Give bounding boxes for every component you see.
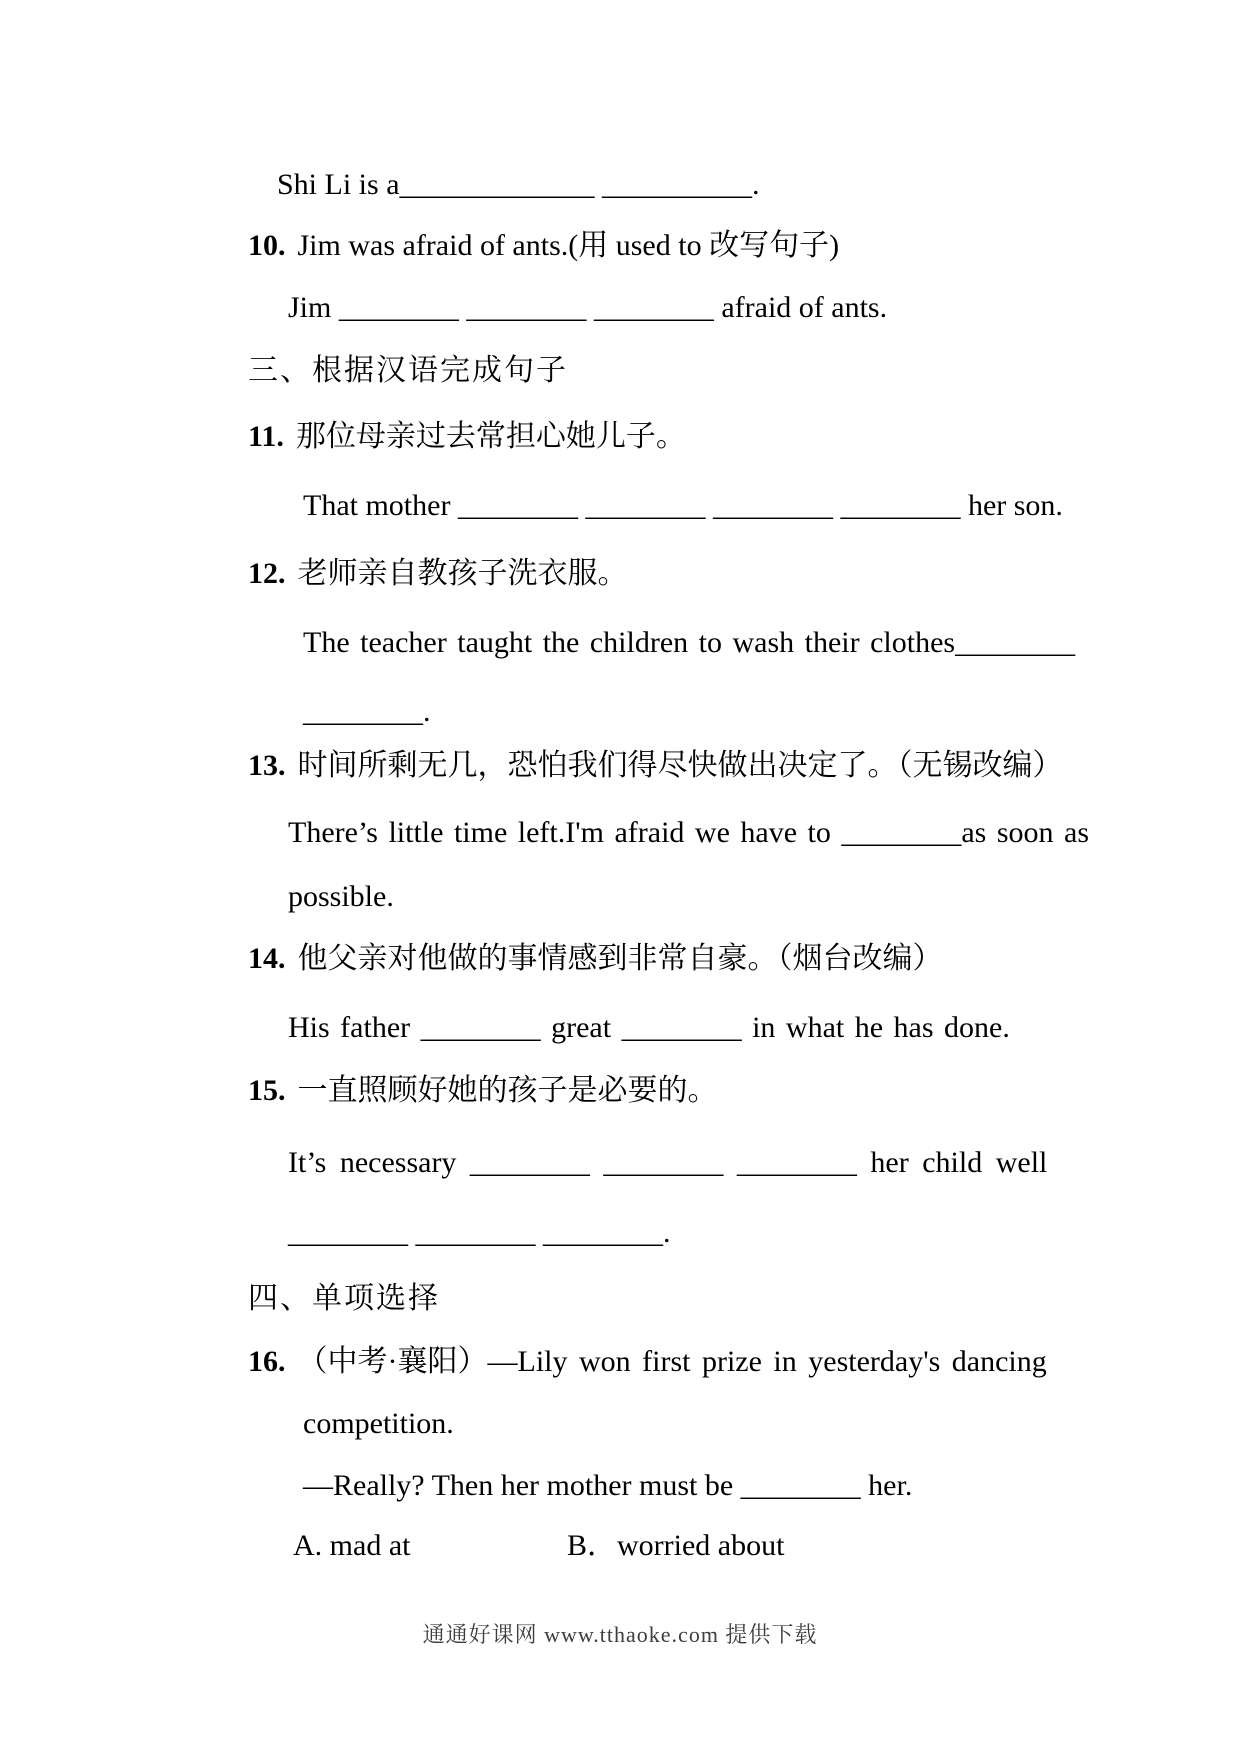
item-13-number: 13.: [248, 749, 286, 782]
option-b: B．worried about: [567, 1529, 785, 1562]
item-16-text: （中考·襄阳）—Lily won first prize in yesterday's dancing: [297, 1345, 1047, 1378]
item-16-number: 16.: [248, 1345, 286, 1378]
section-4-heading: 四、单项选择: [248, 1282, 440, 1315]
item-15-prompt: [248, 1069, 718, 1113]
item-13-prompt: [248, 744, 1063, 788]
footer-watermark: 通通好课网 www.tthaoke.com 提供下载: [422, 1622, 818, 1647]
section-3-heading: 三、根据汉语完成句子: [248, 354, 568, 387]
item-12-prompt: [248, 552, 628, 596]
item-14-number: 14.: [248, 942, 286, 975]
item-14-prompt: [248, 937, 943, 981]
item-15-answer-line-2: ________ ________ ________.: [288, 1216, 671, 1249]
item-16-prompt: [248, 1340, 1047, 1384]
item-11-prompt: [248, 415, 686, 459]
item-10-number: 10.: [248, 229, 286, 262]
item-15-answer-line-1: It’s necessary ________ ________ ________ her child well: [288, 1146, 1048, 1179]
item-11-text: 那位母亲过去常担心她儿子。: [295, 420, 686, 453]
item-10-text: Jim was afraid of ants.(用 used to 改写句子): [297, 229, 840, 262]
item-12-answer-line-2: ________.: [303, 695, 431, 728]
item-14-text: 他父亲对他做的事情感到非常自豪。（烟台改编）: [297, 942, 943, 975]
item-12-answer-line-1: The teacher taught the children to wash their clothes________: [303, 626, 1076, 659]
item-14-answer-line: His father ________ great ________ in what he has done.: [288, 1011, 1010, 1044]
item-12-number: 12.: [248, 557, 286, 590]
item-13-answer-line-2: possible.: [288, 880, 394, 913]
option-a: A. mad at: [293, 1529, 411, 1562]
item-11-number: 11.: [248, 420, 284, 453]
item-15-number: 15.: [248, 1074, 286, 1107]
item-16-line-2: competition.: [303, 1407, 454, 1440]
item-13-answer-line-1: There’s little time left.I'm afraid we have to ________as soon as: [288, 816, 1090, 849]
item-13-text: 时间所剩无几，恐怕我们得尽快做出决定了。（无锡改编）: [297, 749, 1063, 782]
item-12-text: 老师亲自教孩子洗衣服。: [297, 557, 628, 590]
item-10-answer-line: Jim ________ ________ ________ afraid of ants.: [288, 291, 888, 324]
item-10-prompt: [248, 224, 839, 268]
item-15-text: 一直照顾好她的孩子是必要的。: [297, 1074, 718, 1107]
item-16-line-3: —Really? Then her mother must be ________ her.: [303, 1469, 913, 1502]
item-16-options-row: [293, 1524, 784, 1568]
item-11-answer-line: That mother ________ ________ ________ ________ her son.: [303, 489, 1063, 522]
item-9-answer-line: Shi Li is a_____________ __________.: [277, 168, 760, 201]
